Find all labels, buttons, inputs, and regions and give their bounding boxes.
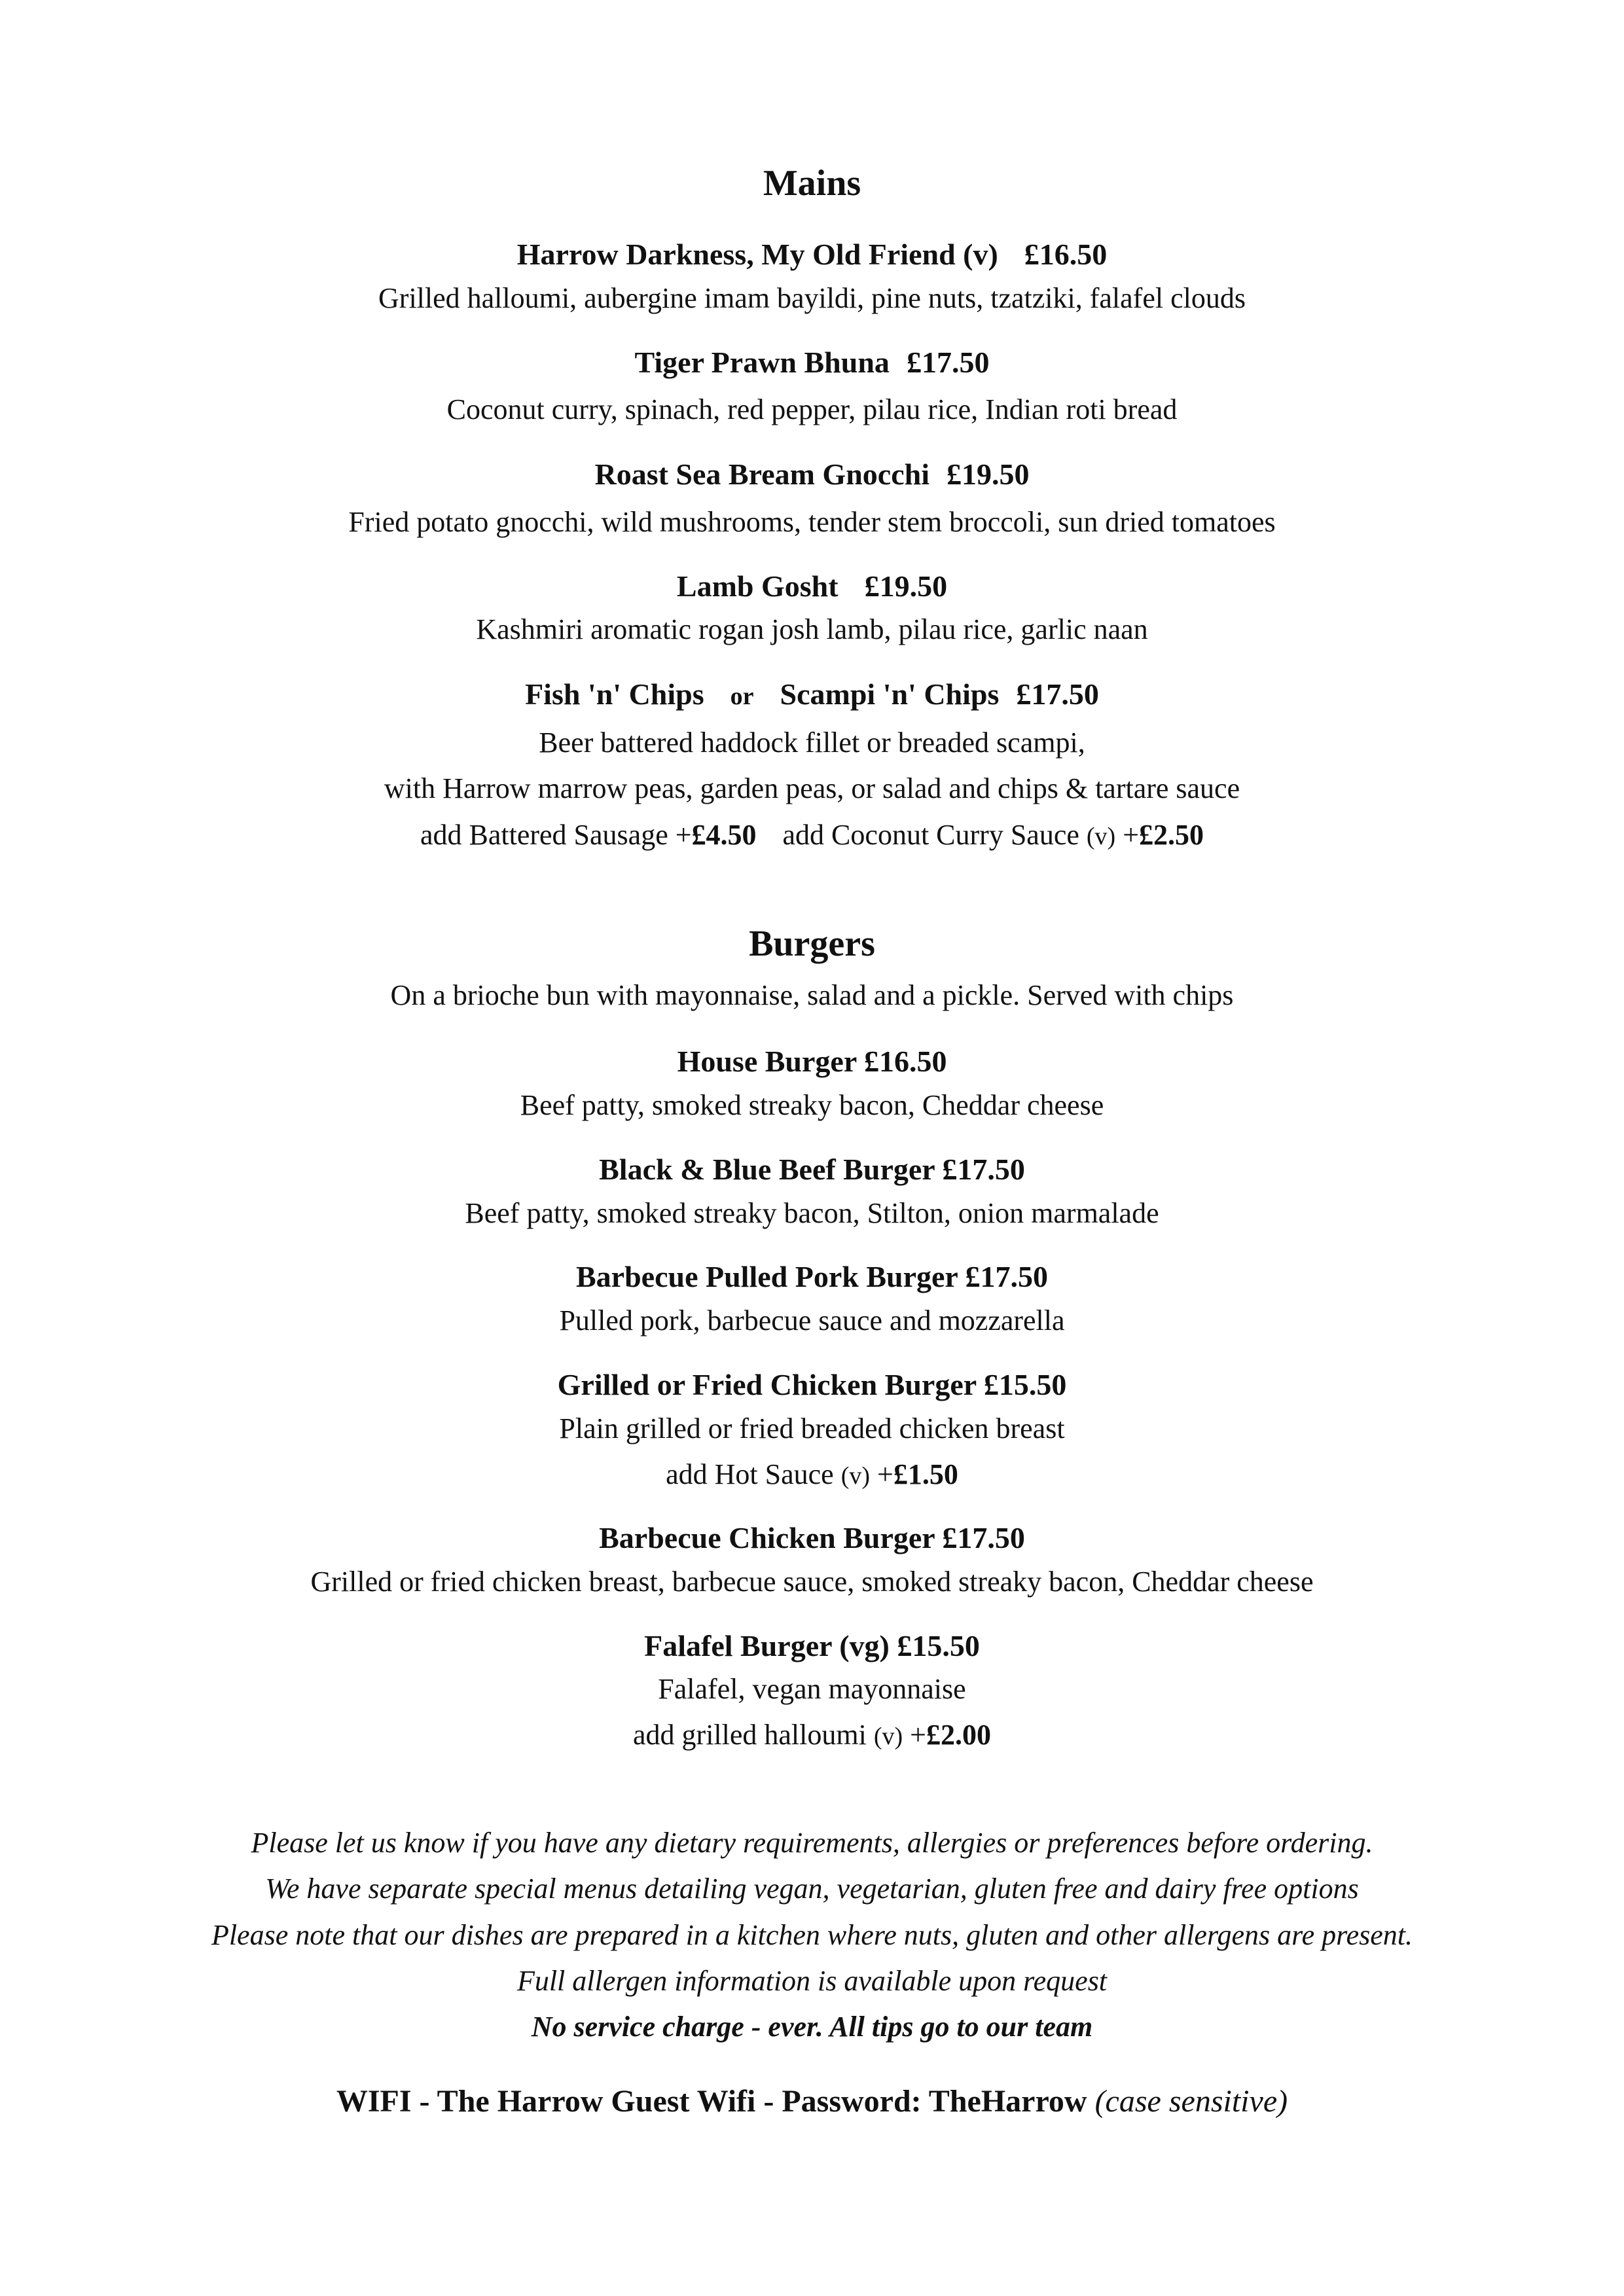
dish-title (0, 456, 1624, 493)
wifi-info (0, 2082, 1624, 2121)
addon-tag: (v) (1086, 823, 1116, 850)
dish-addon (0, 1717, 1624, 1755)
addon-price: £1.50 (893, 1458, 958, 1490)
dish-price: £16.50 (863, 1045, 947, 1078)
dish-description: Kashmiri aromatic rogan josh lamb, pilau rice, garlic naan (476, 613, 1148, 645)
addon-plus: + (877, 1458, 893, 1490)
addon-tag: (v) (840, 1462, 871, 1490)
dish-title (0, 236, 1624, 273)
addon-label: add Battered Sausage + (420, 819, 692, 851)
mains-heading: Mains (763, 163, 861, 204)
dish-price: £17.50 (1016, 677, 1099, 711)
dish-description: Grilled or fried chicken breast, barbecue sauce, smoked streaky bacon, Cheddar cheese (310, 1566, 1314, 1598)
dish-description: Grilled halloumi, aubergine imam bayildi, pine nuts, tzatziki, falafel clouds (378, 282, 1246, 314)
dish-title (0, 1520, 1624, 1556)
dish-description: Falafel, vegan mayonnaise (658, 1673, 966, 1705)
dish-addons (0, 817, 1624, 855)
service-charge-note: No service charge - ever. All tips go to our team (531, 2011, 1093, 2043)
dish-name: Barbecue Pulled Pork Burger (575, 1260, 958, 1293)
allergen-info-note: Full allergen information is available upon request (516, 1965, 1108, 1997)
dish-name: Falafel Burger (vg) (644, 1629, 890, 1662)
dietary-note: Please let us know if you have any dietary requirements, allergies or preferences before ordering. (251, 1827, 1373, 1859)
addon-price: £2.50 (1139, 819, 1204, 851)
dish-title (0, 1043, 1624, 1080)
addon-label: add Hot Sauce (666, 1458, 834, 1490)
dish-name: House Burger (677, 1045, 857, 1078)
dish-name: Grilled or Fried Chicken Burger (557, 1368, 977, 1401)
addon-label: add Coconut Curry Sauce (782, 819, 1079, 851)
dish-name: Tiger Prawn Bhuna (634, 346, 890, 379)
dish-price: £17.50 (942, 1153, 1025, 1186)
addon-price: £2.00 (926, 1719, 991, 1751)
dish-name: Fish 'n' Chips (525, 677, 704, 711)
dish-title (0, 1259, 1624, 1295)
addon-plus: + (1123, 819, 1140, 851)
dish-addon (0, 1456, 1624, 1494)
dish-title (0, 1628, 1624, 1664)
dish-price: £17.50 (965, 1260, 1049, 1293)
dish-name: Roast Sea Bream Gnocchi (594, 457, 929, 491)
dish-title (0, 1367, 1624, 1403)
addon-label: add grilled halloumi (633, 1719, 867, 1751)
allergen-note: Please note that our dishes are prepared in a kitchen where nuts, gluten and other allergens are present. (211, 1919, 1413, 1951)
dish-price: £17.50 (942, 1521, 1025, 1554)
dish-title (0, 676, 1624, 715)
dish-description: Plain grilled or fried breaded chicken breast (559, 1412, 1065, 1444)
addon-plus: + (910, 1719, 926, 1751)
dish-price: £16.50 (1024, 238, 1108, 271)
dish-description: Beer battered haddock fillet or breaded scampi, (539, 726, 1085, 759)
dish-description: Coconut curry, spinach, red pepper, pilau rice, Indian roti bread (446, 393, 1178, 425)
dish-title (0, 344, 1624, 381)
dish-description: with Harrow marrow peas, garden peas, or salad and chips & tartare sauce (384, 772, 1240, 804)
dish-description: Beef patty, smoked streaky bacon, Cheddar cheese (520, 1089, 1104, 1121)
dish-price: £15.50 (897, 1629, 980, 1662)
dish-name: Lamb Gosht (676, 569, 839, 603)
dish-title (0, 568, 1624, 605)
addon-tag: (v) (873, 1723, 903, 1750)
special-menus-note: We have separate special menus detailing vegan, vegetarian, gluten free and dairy free options (265, 1873, 1359, 1905)
dish-name: Black & Blue Beef Burger (599, 1153, 935, 1186)
dish-price: £17.50 (906, 346, 990, 379)
wifi-label: WIFI - The Harrow Guest Wifi - Password: TheHarrow (336, 2084, 1087, 2119)
dish-description: Pulled pork, barbecue sauce and mozzarella (559, 1304, 1065, 1336)
dish-title (0, 1151, 1624, 1188)
dish-price: £15.50 (983, 1368, 1067, 1401)
dish-description: Fried potato gnocchi, wild mushrooms, tender stem broccoli, sun dried tomatoes (348, 506, 1276, 538)
burgers-heading: Burgers (749, 924, 875, 964)
dish-price: £19.50 (864, 569, 948, 603)
burgers-intro: On a brioche bun with mayonnaise, salad and a pickle. Served with chips (390, 979, 1234, 1011)
dish-name: Barbecue Chicken Burger (599, 1521, 935, 1554)
wifi-note: (case sensitive) (1094, 2084, 1288, 2119)
addon-price: £4.50 (691, 819, 757, 851)
dish-description: Beef patty, smoked streaky bacon, Stilton, onion marmalade (465, 1197, 1159, 1229)
dish-or: or (730, 683, 754, 710)
dish-name: Harrow Darkness, My Old Friend (v) (516, 238, 998, 271)
dish-price: £19.50 (947, 457, 1030, 491)
dish-name: Scampi 'n' Chips (780, 677, 1000, 711)
